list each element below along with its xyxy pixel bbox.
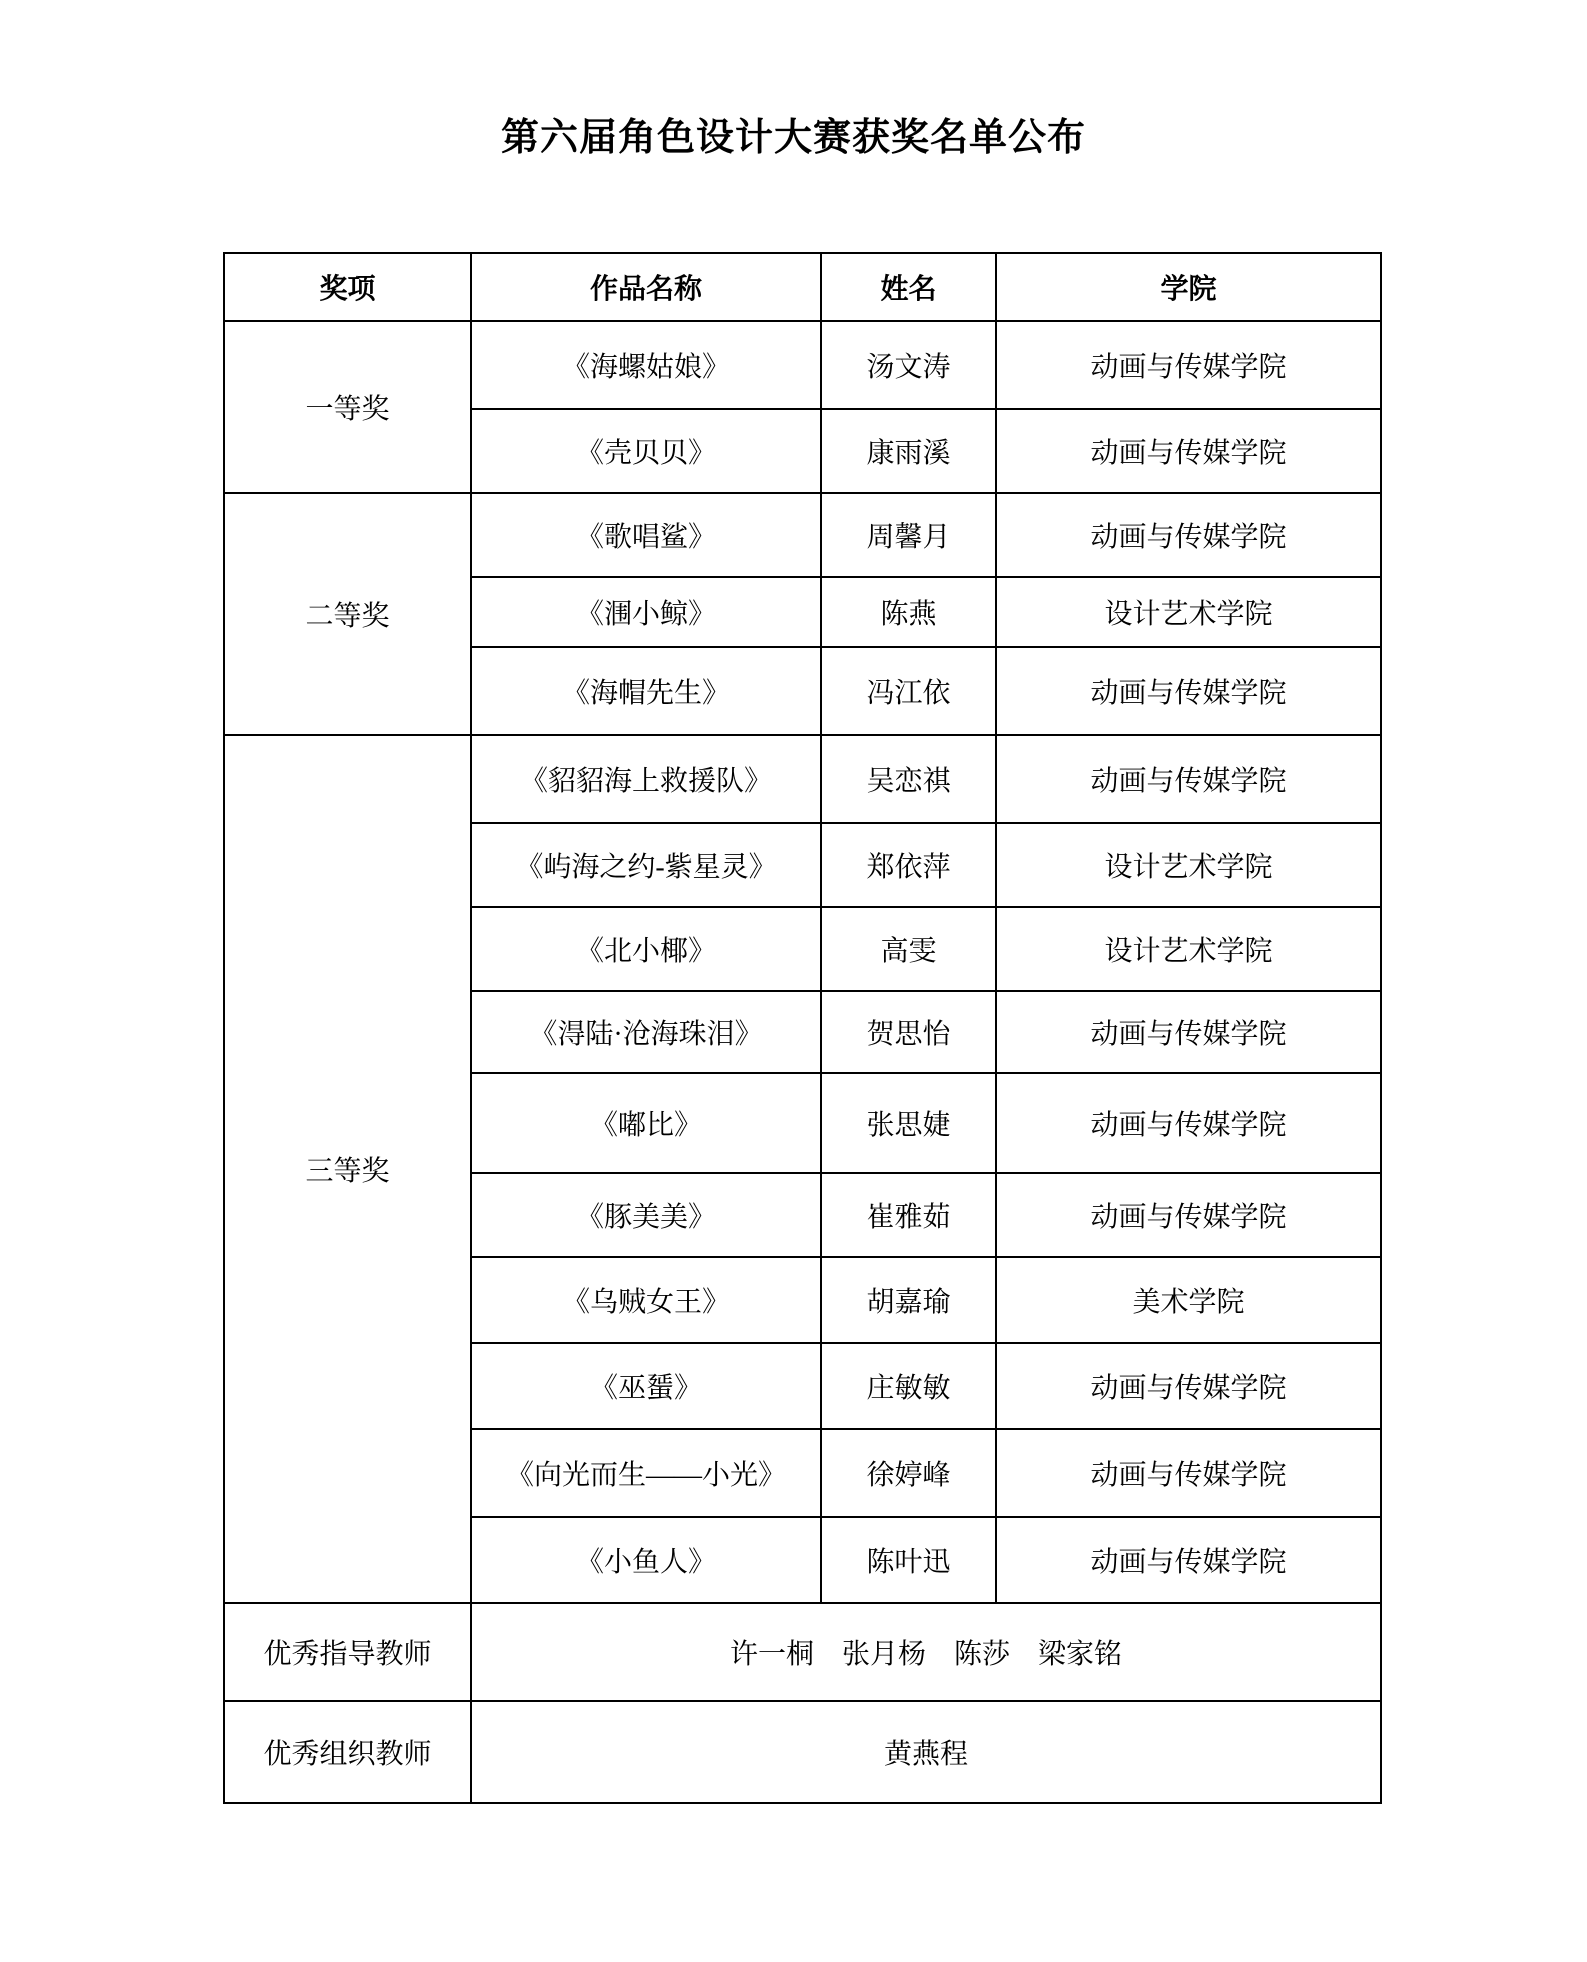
college-cell: 动画与传媒学院 bbox=[996, 735, 1381, 823]
college-cell: 动画与传媒学院 bbox=[996, 321, 1381, 409]
college-cell: 动画与传媒学院 bbox=[996, 1429, 1381, 1517]
page-title: 第六届角色设计大赛获奖名单公布 bbox=[500, 117, 1086, 159]
work-title-cell: 《淂陆·沧海珠泪》 bbox=[471, 991, 821, 1073]
winner-name-cell: 崔雅茹 bbox=[821, 1173, 996, 1257]
teacher-label-cell: 优秀指导教师 bbox=[224, 1603, 471, 1701]
college-cell: 动画与传媒学院 bbox=[996, 1517, 1381, 1603]
college-cell: 动画与传媒学院 bbox=[996, 1073, 1381, 1173]
award-group-cell-first-prize: 一等奖 bbox=[224, 321, 471, 493]
college-cell: 设计艺术学院 bbox=[996, 907, 1381, 991]
work-title-cell: 《北小椰》 bbox=[471, 907, 821, 991]
work-title-cell: 《涠小鲸》 bbox=[471, 577, 821, 647]
winner-name-cell: 康雨溪 bbox=[821, 409, 996, 493]
winner-name-cell: 徐婷峰 bbox=[821, 1429, 996, 1517]
work-title-cell: 《豚美美》 bbox=[471, 1173, 821, 1257]
winner-name-cell: 庄敏敏 bbox=[821, 1343, 996, 1429]
winner-name-cell: 贺思怡 bbox=[821, 991, 996, 1073]
work-title-cell: 《巫蜑》 bbox=[471, 1343, 821, 1429]
work-title-cell: 《小鱼人》 bbox=[471, 1517, 821, 1603]
column-header-work: 作品名称 bbox=[471, 253, 821, 321]
college-cell: 动画与传媒学院 bbox=[996, 493, 1381, 577]
winner-name-cell: 吴恋祺 bbox=[821, 735, 996, 823]
winner-name-cell: 胡嘉瑜 bbox=[821, 1257, 996, 1343]
work-title-cell: 《向光而生——小光》 bbox=[471, 1429, 821, 1517]
column-header-award: 奖项 bbox=[224, 253, 471, 321]
work-title-cell: 《壳贝贝》 bbox=[471, 409, 821, 493]
table-row bbox=[224, 321, 1381, 409]
college-cell: 动画与传媒学院 bbox=[996, 1343, 1381, 1429]
table-header-row bbox=[224, 253, 1381, 321]
award-group-cell-second-prize: 二等奖 bbox=[224, 493, 471, 735]
work-title-cell: 《海帽先生》 bbox=[471, 647, 821, 735]
table-row bbox=[224, 735, 1381, 823]
column-header-name: 姓名 bbox=[821, 253, 996, 321]
winner-name-cell: 陈燕 bbox=[821, 577, 996, 647]
college-cell: 动画与传媒学院 bbox=[996, 991, 1381, 1073]
awards-table bbox=[223, 252, 1382, 1804]
table-row bbox=[224, 493, 1381, 577]
teacher-label-cell: 优秀组织教师 bbox=[224, 1701, 471, 1803]
teacher-names-cell: 许一桐 张月杨 陈莎 梁家铭 bbox=[471, 1603, 1381, 1701]
winner-name-cell: 郑依萍 bbox=[821, 823, 996, 907]
college-cell: 设计艺术学院 bbox=[996, 577, 1381, 647]
college-cell: 动画与传媒学院 bbox=[996, 409, 1381, 493]
college-cell: 设计艺术学院 bbox=[996, 823, 1381, 907]
work-title-cell: 《海螺姑娘》 bbox=[471, 321, 821, 409]
work-title-cell: 《乌贼女王》 bbox=[471, 1257, 821, 1343]
teacher-names-cell: 黄燕程 bbox=[471, 1701, 1381, 1803]
college-cell: 美术学院 bbox=[996, 1257, 1381, 1343]
college-cell: 动画与传媒学院 bbox=[996, 647, 1381, 735]
table-footer-row bbox=[224, 1701, 1381, 1803]
college-cell: 动画与传媒学院 bbox=[996, 1173, 1381, 1257]
winner-name-cell: 高雯 bbox=[821, 907, 996, 991]
winner-name-cell: 周馨月 bbox=[821, 493, 996, 577]
work-title-cell: 《歌唱鲨》 bbox=[471, 493, 821, 577]
work-title-cell: 《嘟比》 bbox=[471, 1073, 821, 1173]
winner-name-cell: 汤文涛 bbox=[821, 321, 996, 409]
winner-name-cell: 冯江依 bbox=[821, 647, 996, 735]
winner-name-cell: 张思婕 bbox=[821, 1073, 996, 1173]
winner-name-cell: 陈叶迅 bbox=[821, 1517, 996, 1603]
award-group-cell-third-prize: 三等奖 bbox=[224, 735, 471, 1603]
column-header-college: 学院 bbox=[996, 253, 1381, 321]
work-title-cell: 《貂貂海上救援队》 bbox=[471, 735, 821, 823]
table-footer-row bbox=[224, 1603, 1381, 1701]
work-title-cell: 《屿海之约-紫星灵》 bbox=[471, 823, 821, 907]
